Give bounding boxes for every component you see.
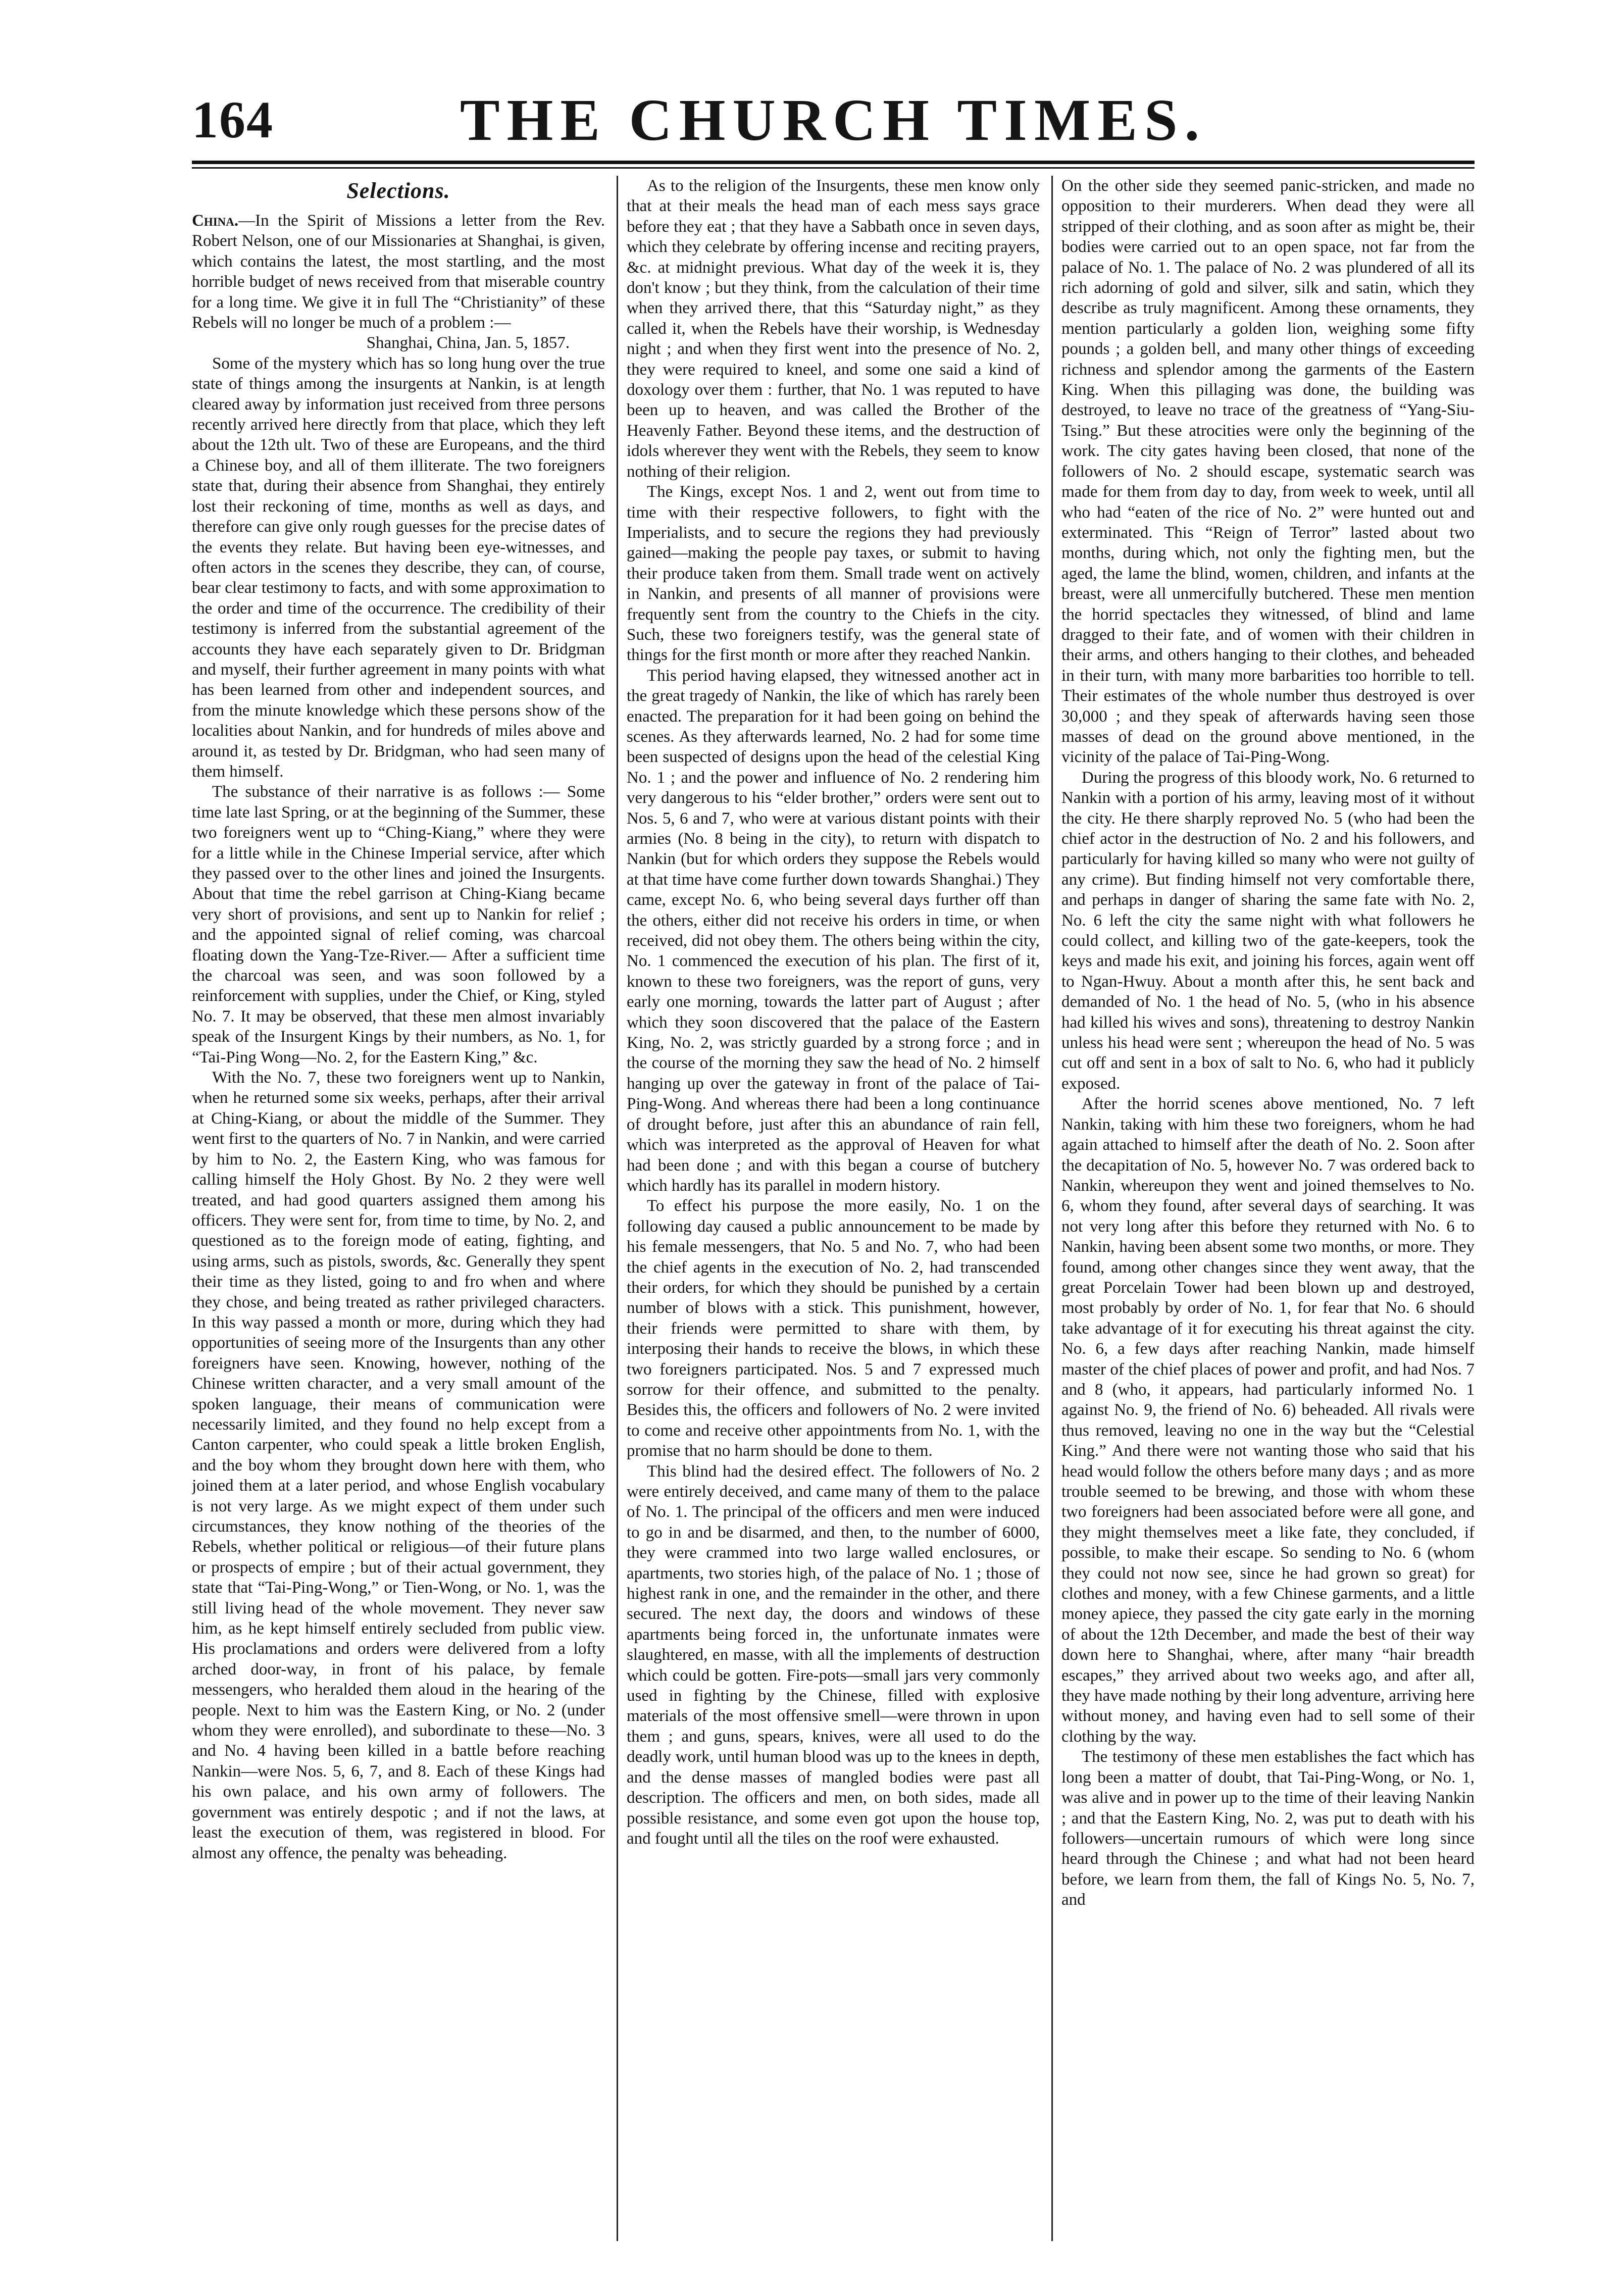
masthead-title: THE CHURCH TIMES. (460, 87, 1207, 153)
paragraph: To effect his purpose the more easily, No. 1 on the following day caused a public announcement to be made by his female messengers, that No. 5 and No. 7, who had been the chief agents in the execution of No. 2, had transcended their orders, for which they should be punished by a certain number of blows with a stick. This punishment, however, their friends were permitted to share with them, by interposing their hands to receive the blows, in which these two foreigners participated. Nos. 5 and 7 expressed much sorrow for their offence, and submitted to the penalty. Besides this, the officers and followers of No. 2 were invited to come and receive other appointments from No. 1, with the promise that no harm should be done to them. (627, 1197, 1040, 1460)
paragraph: The testimony of these men establishes the fact which has long been a matter of doubt, that Tai-Ping-Wong, or No. 1, was alive and in power up to the time of their leaving Nankin ; and that the Eastern King, No. 2, was put to death with his followers—uncertain rumours of which were long since heard through the Chinese ; and what had not been heard before, we learn from them, the fall of Kings No. 5, No. 7, and (1061, 1748, 1475, 1909)
paragraph: This period having elapsed, they witnessed another act in the great tragedy of Nankin, the like of which has rarely been enacted. The preparation for it had been going on behind the scenes. As they afterwards learned, No. 2 had for some time been suspected of designs upon the head of the celestial King No. 1 ; and the power and influence of No. 2 rendering him very dangerous to his “elder brother,” orders were sent out to Nos. 5, 6 and 7, who were at various distant points with their armies (No. 8 being in the city), to return with dispatch to Nankin (but for which orders they suppose the Rebels would at that time have come further down towards Shanghai.) They came, except No. 6, who being several days further off than the others, either did not receive his orders in time, or when received, did not obey them. The others being within the city, No. 1 commenced the execution of his plan. The first of it, known to these two foreigners, was the report of guns, very early one morning, towards the latter part of August ; after which they soon discovered that the palace of the Eastern King, No. 2, was strictly guarded by a strong force ; and in the course of the morning they saw the head of No. 2 himself hanging up over the gateway in front of the palace of Tai-Ping-Wong. And whereas there had been a long continuance of drought before, just after this an abundance of rain fell, which was interpreted as the approval of Heaven for what had been done ; and with this began a course of butchery which hardly has its parallel in modern history. (627, 666, 1040, 1195)
column-rule-2 (1051, 176, 1053, 2241)
column-1 (192, 176, 605, 2241)
paragraph: This blind had the desired effect. The followers of No. 2 were entirely deceived, and came many of them to the palace of No. 1. The principal of the officers and men were induced to go in and be disarmed, and then, to the number of 6000, they were crammed into two large walled enclosures, or apartments, two stories high, of the palace of No. 1 ; those of highest rank in one, and the remainder in the other, and there secured. The next day, the doors and windows of these apartments being forced in, the unfortunate inmates were slaughtered, en masse, with all the implements of destruction which could be gotten. Fire-pots—small jars very commonly used in fighting by the Chinese, filled with explosive materials of the most offensive smell—were thrown in upon them ; and guns, spears, knives, were all used to do the deadly work, until human blood was up to the knees in depth, and the dense masses of mangled bodies were past all description. The officers and men, on both sides, made all possible resistance, and some even got upon the house top, and fought until all the tiles on the roof were exhausted. (627, 1462, 1040, 1848)
lead-paragraph (192, 211, 605, 333)
lead-run-in: China. (192, 212, 239, 230)
paragraph: On the other side they seemed panic-stricken, and made no opposition to their murderers. When dead they were all stripped of their clothing, and as soon after as might be, their bodies were carried out to an open space, not far from the palace of No. 1. The palace of No. 2 was plundered of all its rich adorning of gold and silver, silk and satin, which they describe as truly magnificent. Among these ornaments, they mention particularly a golden lion, weighing some fifty pounds ; a golden bell, and many other things of exceeding richness and splendor among the garments of the Eastern King. When this pillaging was done, the building was destroyed, to leave no trace of the greatness of “Yang-Siu-Tsing.” But these atrocities were only the beginning of the work. The city gates having been closed, that none of the followers of No. 2 should escape, systematic search was made for them from day to day, from week to week, until all who had “eaten of the rice of No. 2” were hunted out and exterminated. This “Reign of Terror” lasted about two months, during which, not only the fighting men, but the aged, the lame the blind, women, children, and infants at the breast, were all unmercifully butchered. These men mention the horrid spectacles they witnessed, of blind and lame dragged to their fate, and of women with their children in their arms, and others hanging to their clothes, and beheaded in their turn, with many more barbarities too horrible to tell. Their estimates of the whole number thus destroyed is over 30,000 ; and they speak of afterwards having seen those masses of dead on the ground above mentioned, in the vicinity of the palace of Tai-Ping-Wong. (1061, 177, 1475, 767)
column-rule-1 (617, 176, 618, 2241)
paragraph: The substance of their narrative is as follows :— Some time late last Spring, or at the beginning of the Summer, these two foreigners went up to “Ching-Kiang,” where they were for a little while in the Chinese Imperial service, after which they passed over to the other lines and joined the Insurgents. About that time the rebel garrison at Ching-Kiang became very short of provisions, and sent up to Nankin for relief ; and the appointed signal of relief coming, was charcoal floating down the Yang-Tze-River.— After a sufficient time the charcoal was seen, and was soon followed by a reinforcement with supplies, under the Chief, or King, styled No. 7. It may be observed, that these men almost invariably speak of the Insurgent Kings by their numbers, as No. 1, for “Tai-Ping Wong—No. 2, for the Eastern King,” &c. (192, 783, 605, 1067)
paragraph: As to the religion of the Insurgents, these men know only that at their meals the head man of each mess says grace before they eat ; that they have a Sabbath once in seven days, which they celebrate by offering incense and reciting prayers, &c. at midnight previous. What day of the week it is, they don't know ; but they think, from the calculation of their time when they arrived there, that this “Saturday night,” as they called it, when the Rebels have their worship, is Wednesday night ; and when they first went into the presence of No. 2, they were required to kneel, and some one said a kind of doxology over them : further, that No. 1 was reputed to have been up to heaven, and was called the Brother of the Heavenly Father. Beyond these items, and the destruction of idols wherever they went with the Rebels, they seem to know nothing of their religion. (627, 177, 1040, 481)
paragraph: With the No. 7, these two foreigners went up to Nankin, when he returned some six weeks, perhaps, after their arrival at Ching-Kiang, or about the middle of the Summer. They went first to the quarters of No. 7 in Nankin, and were carried by him to No. 2, the Eastern King, who was famous for calling himself the Holy Ghost. By No. 2 they were well treated, and had good quarters assigned them among his officers. They were sent for, from time to time, by No. 2, and questioned as to the foreign mode of eating, fighting, and using arms, such as pistols, swords, &c. Generally they spent their time as they listed, going to and fro when and where they chose, and being treated as rather privileged characters. In this way passed a month or more, during which they had opportunities of seeing more of the Insurgents than any other foreigners have seen. Knowing, however, nothing of the Chinese written character, and a very small amount of the spoken language, their means of communication were necessarily limited, and they found no help except from a Canton carpenter, who could speak a little broken English, and the boy whom they brought down here with them, who joined them at a later period, and whose English vocabulary is not very large. As we might expect of them under such circumstances, they know nothing of the theories of the Rebels, whether political or religious—of their future plans or prospects of empire ; but of their actual government, they state that “Tai-Ping-Wong,” or Tien-Wong, or No. 1, was the still living head of the whole movement. They never saw him, as he kept himself entirely secluded from public view. His proclamations and orders were delivered from a lofty arched door-way, in front of his palace, by female messengers, who heralded them aloud in the hearing of the people. Next to him was the Eastern King, or No. 2 (under whom they were enrolled), and subordinate to these—No. 3 and No. 4 having been killed in a battle before reaching Nankin—were Nos. 5, 6, 7, and 8. Each of these Kings had his own palace, and his own army of followers. The government was entirely despotic ; and if not the laws, at least the execution of them, was registered in blood. For almost any offence, the penalty was beheading. (192, 1069, 605, 1862)
section-heading: Selections. (346, 178, 450, 203)
page-header (192, 86, 1475, 162)
dateline: Shanghai, China, Jan. 5, 1857. (366, 334, 570, 352)
page-number: 164 (192, 91, 274, 149)
paragraph: After the horrid scenes above mentioned, No. 7 left Nankin, taking with him these two foreigners, whom he had again attached to himself after the death of No. 2. Soon after the decapitation of No. 5, however No. 7 was ordered back to Nankin, whereupon they went and joined themselves to No. 6, whom they found, after several days of searching. It was not very long after this before they returned with No. 6 to Nankin, having been absent some two months, or more. They found, among other changes since they went away, that the great Porcelain Tower had been blown up and destroyed, most probably by order of No. 1, for fear that No. 6 should take advantage of it for executing his threat against the city. No. 6, a few days after reaching Nankin, made himself master of the chief places of power and profit, and had Nos. 7 and 8 (who, it appears, had particularly informed No. 1 against No. 9, the friend of No. 6) beheaded. All rivals were thus removed, leaving no one in the way but the “Celestial King.” And there were not wanting those who said that his head would follow the others before many days ; and as more trouble seemed to be brewing, and those with whom these two foreigners had been associated before were all gone, and they might themselves meet a like fate, they concluded, if possible, to make their escape. So sending to No. 6 (whom they could not now see, since he had grown so great) for clothes and money, with a few Chinese garments, and a little money apiece, they passed the city gate early in the morning of about the 12th December, and made the best of their way down here to Shanghai, where, after many “hair breadth escapes,” they arrived about two weeks ago, and after all, they have made nothing by their long adventure, arriving here without money, and having even had to sell some of their clothing by the way. (1061, 1095, 1475, 1746)
lead-text: —In the Spirit of Missions a letter from the Rev. Robert Nelson, one of our Missionaries at Shanghai, is given, which contains the latest, the most startling, and the most horrible budget of news received from that miserable country for a long time. We give it in full The “Christianity” of these Rebels will no longer be much of a problem :— (192, 212, 605, 332)
column-2 (627, 176, 1040, 2241)
paragraph: Some of the mystery which has so long hung over the true state of things among the insurgents at Nankin, is at length cleared away by information just received from three persons recently arrived here directly from that place, which they left about the 12th ult. Two of these are Europeans, and the third a Chinese boy, and all of them illiterate. The two foreigners state that, during their absence from Shanghai, they entirely lost their reckoning of time, months as well as days, and therefore can give only rough guesses for the precise dates of the events they relate. But having been eye-witnesses, and often actors in the scenes they describe, they can, of course, bear clear testimony to facts, and with some approximation to the order and time of the occurrence. The credibility of their testimony is inferred from the substantial agreement of the accounts they have each separately given to Dr. Bridgman and myself, their further agreement in many points with what has been learned from other and independent sources, and from the minute knowledge which these persons show of the localities about Nankin, and for hundreds of miles above and around it, as tested by Dr. Bridgman, who had seen many of them himself. (192, 354, 605, 781)
column-3 (1061, 176, 1475, 2241)
paragraph: During the progress of this bloody work, No. 6 returned to Nankin with a portion of his army, leaving most of it without the city. He there sharply reproved No. 5 (who had been the chief actor in the destruction of No. 2 and his followers, and particularly for having killed so many who were not guilty of any crime). But finding himself not very comfortable there, and perhaps in danger of sharing the same fate with No. 2, No. 6 left the city the same night with what followers he could collect, and killing two of the gate-keepers, took the keys and made his exit, and joining his forces, again went off to Ngan-Hwuy. About a month after this, he sent back and demanded of No. 1 the head of No. 5, (who in his absence had killed his wives and sons), threatening to destroy Nankin unless his head were sent ; whereupon the head of No. 5 was cut off and sent in a box of salt to No. 6, who had it publicly exposed. (1061, 768, 1475, 1093)
header-double-rule (192, 161, 1475, 169)
paragraph: The Kings, except Nos. 1 and 2, went out from time to time with their respective followers, to fight with the Imperialists, and to secure the regions they had previously gained—making the people pay taxes, or submit to having their produce taken from them. Small trade went on actively in Nankin, and presents of all manner of provisions were frequently sent from the country to the Chiefs in the city. Such, these two foreigners testify, was the general state of things for the first month or more after they reached Nankin. (627, 483, 1040, 665)
